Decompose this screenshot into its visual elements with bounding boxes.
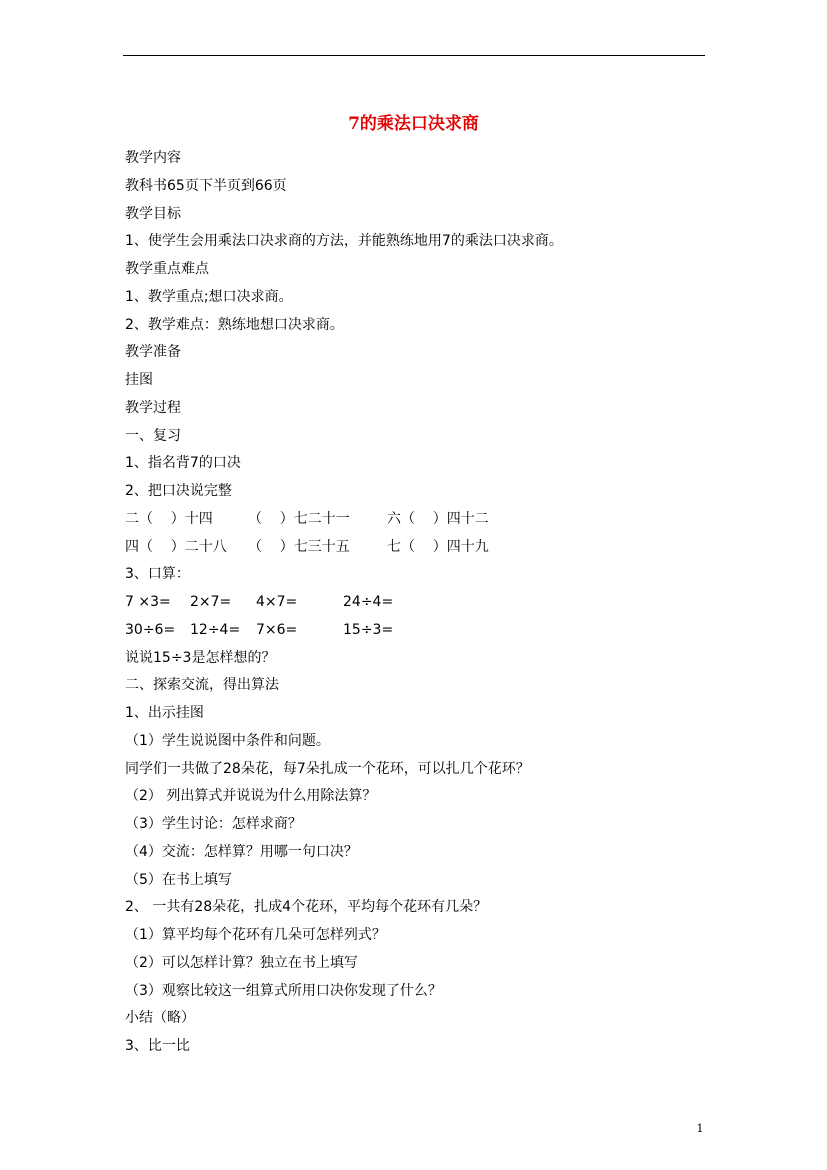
fill-in-row	[125, 506, 725, 534]
paragraph-explore-1-5: （5）在书上填写	[125, 871, 232, 888]
document-body	[125, 145, 725, 1061]
oral-calc-row	[125, 589, 725, 617]
section-heading-key-points: 教学重点难点	[125, 261, 209, 277]
paragraph-textbook-pages: 教科书65页下半页到66页	[125, 177, 287, 194]
fill-in-item: 四（ ）二十八	[125, 538, 227, 555]
paragraph-explore-2-2: （2）可以怎样计算？独立在书上填写	[125, 954, 358, 971]
paragraph-oral-calculation: 3、口算：	[125, 566, 190, 583]
oral-calc-item: 7 ×3=	[125, 594, 171, 610]
section-heading-process: 教学过程	[125, 399, 181, 416]
paragraph-explore-2-1: （1）算平均每个花环有几朵可怎样列式？	[125, 927, 386, 943]
document-title: 7的乘法口决求商	[348, 114, 479, 134]
oral-calc-item: 15÷3=	[343, 621, 394, 638]
paragraph-think-question: 说说15÷3是怎样想的？	[125, 649, 276, 666]
section-heading-preparation: 教学准备	[125, 344, 181, 361]
oral-calc-item: 4×7=	[256, 594, 298, 610]
oral-calc-item: 12÷4=	[190, 621, 241, 638]
paragraph-review-2: 2、把口决说完整	[125, 483, 232, 499]
header-rule	[123, 55, 705, 56]
subsection-explore: 二、探索交流，得出算法	[125, 677, 279, 694]
paragraph-explore-1: 1、出示挂图	[125, 705, 204, 721]
fill-in-item: （ ）七三十五	[248, 538, 350, 555]
paragraph-summary: 小结（略）	[125, 1010, 195, 1027]
fill-in-row	[125, 534, 725, 562]
oral-calc-item: 30÷6=	[125, 621, 176, 638]
paragraph-explore-1-1: （1）学生说说图中条件和问题。	[125, 732, 330, 749]
paragraph-key-point-1: 1、教学重点;想口决求商。	[125, 288, 293, 305]
fill-in-item: 二（ ）十四	[125, 510, 213, 527]
section-heading-content: 教学内容	[125, 150, 181, 166]
page-number: 1	[696, 1122, 704, 1135]
paragraph-word-problem-2: 2、 一共有28朵花，扎成4个花环，平均每个花环有几朵？	[125, 899, 488, 916]
fill-in-item: 六（ ）四十二	[387, 510, 489, 527]
subsection-review: 一、复习	[125, 427, 181, 444]
paragraph-key-point-2: 2、教学难点：熟练地想口决求商。	[125, 316, 344, 333]
oral-calc-item: 24÷4=	[343, 594, 394, 610]
paragraph-compare: 3、比一比	[125, 1038, 190, 1054]
paragraph-review-1: 1、指名背7的口决	[125, 455, 241, 472]
fill-in-item: 七（ ）四十九	[387, 538, 489, 555]
paragraph-objective-1: 1、使学生会用乘法口决求商的方法，并能熟练地用7的乘法口决求商。	[125, 233, 563, 250]
paragraph-explore-1-3: （3）学生讨论：怎样求商？	[125, 816, 302, 832]
paragraph-explore-1-2: （2） 列出算式并说说为什么用除法算？	[125, 788, 377, 805]
oral-calc-row	[125, 617, 725, 645]
fill-in-item: （ ）七二十一	[248, 510, 350, 527]
paragraph-explore-2-3: （3）观察比较这一组算式所用口决你发现了什么？	[125, 982, 442, 999]
paragraph-explore-1-4: （4）交流：怎样算？用哪一句口决？	[125, 843, 358, 860]
oral-calc-item: 2×7=	[190, 594, 232, 610]
oral-calc-item: 7×6=	[256, 621, 298, 638]
paragraph-preparation: 挂图	[125, 372, 153, 388]
section-heading-objectives: 教学目标	[125, 205, 181, 222]
paragraph-word-problem-1: 同学们一共做了28朵花，每7朵扎成一个花环，可以扎几个花环？	[125, 760, 530, 777]
